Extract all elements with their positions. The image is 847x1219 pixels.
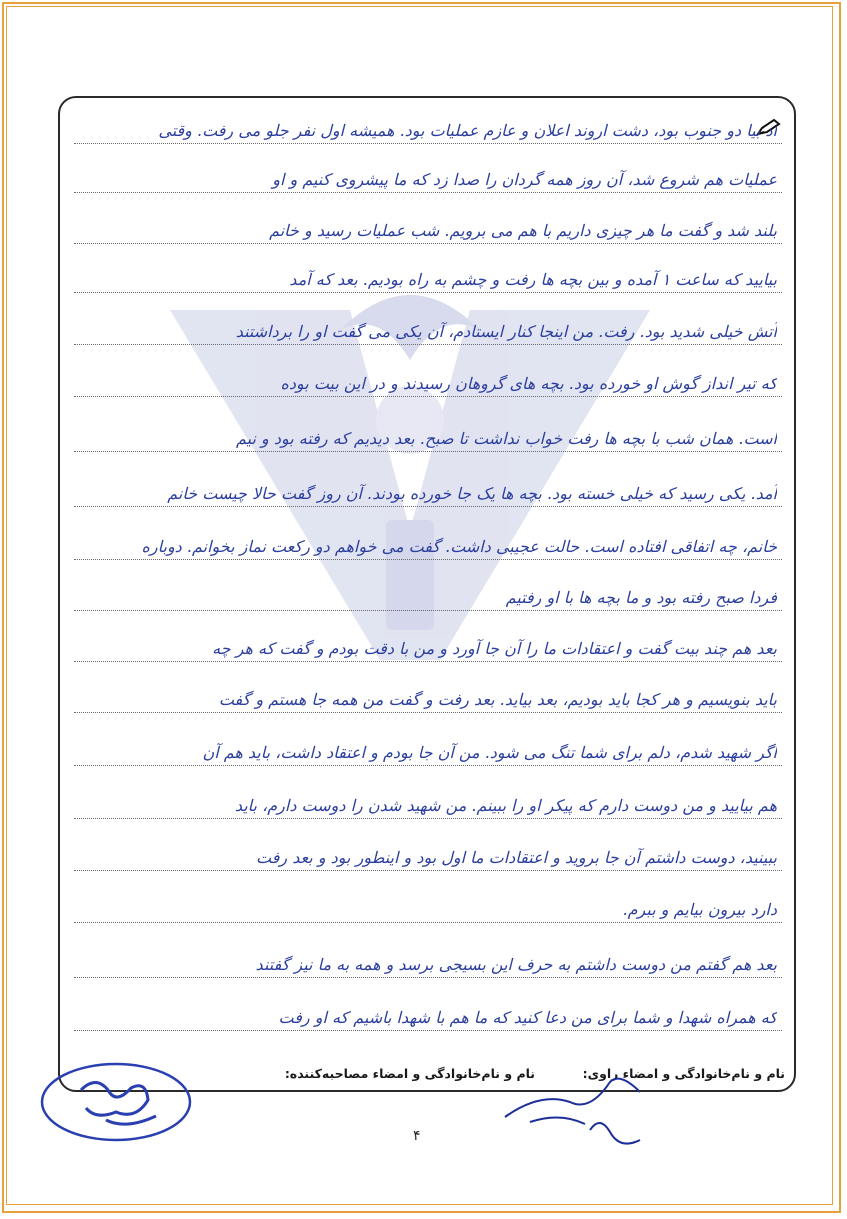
handwritten-line: خانم، چه اتفاقی افتاده است. حالت عجیبی داشت. گفت می خواهم دو رکعت نماز بخوانم. دوباره	[141, 537, 777, 556]
ruled-line	[74, 243, 782, 244]
handwritten-line: هم بیایید و من دوست دارم که پیکر او را ببینم. من شهید شدن را دوست دارم، باید	[234, 796, 777, 815]
ruled-line	[74, 192, 782, 193]
handwritten-line: بعد هم گفتم من دوست داشتم به حرف این بسیجی برسد و همه به ما نیز گفتند	[255, 955, 777, 974]
ruled-line	[74, 559, 782, 560]
handwritten-line: آتش خیلی شدید بود. رفت. من اینجا کنار ایستادم، آن یکی می گفت او را برداشتند	[235, 322, 777, 341]
ruled-line	[74, 451, 782, 452]
handwritten-line: بلند شد و گفت ما هر چیزی داریم با هم می برویم. شب عملیات رسید و خانم	[269, 221, 777, 240]
handwritten-line: اگر شهید شدم، دلم برای شما تنگ می شود. من آن جا بودم و اعتقاد داشت، باید هم آن	[202, 743, 777, 762]
narrator-signature-label: نام و نام‌خانوادگی و امضاء راوی:	[582, 1066, 785, 1081]
handwritten-line: است. همان شب با بچه ها رفت خواب نداشت تا صبح. بعد دیدیم که رفته بود و نیم	[236, 429, 777, 448]
ruled-line	[74, 292, 782, 293]
ruled-line	[74, 661, 782, 662]
ruled-line	[74, 344, 782, 345]
ruled-line	[74, 818, 782, 819]
handwritten-line: که همراه شهدا و شما برای من دعا کنید که ما هم با شهدا باشیم که او رفت	[278, 1008, 777, 1027]
ruled-line	[74, 1030, 782, 1031]
ruled-line	[74, 712, 782, 713]
handwritten-line: باید بنویسیم و هر کجا باید بودیم، بعد بیاید. بعد رفت و گفت من همه جا هستم و گفت	[218, 690, 777, 709]
handwritten-line: که تیر انداز گوش او خورده بود. بچه های گروهان رسیدند و در این بیت بوده	[280, 374, 777, 393]
handwritten-line: آمد. یکی رسید که خیلی خسته بود. بچه ها یک جا خورده بودند. آن روز گفت حالا چیست خانم	[167, 484, 777, 503]
handwritten-line: اد بیا دو جنوب بود، دشت اروند اعلان و عازم عملیات بود. همیشه اول نفر جلو می رفت. وقتی	[158, 121, 777, 140]
handwritten-line: عملیات هم شروع شد، آن روز همه گردان را صدا زد که ما پیشروی کنیم و او	[272, 170, 777, 189]
page-number: ۴	[413, 1128, 421, 1144]
narrator-signature-stamp	[36, 1050, 196, 1150]
ruled-line	[74, 977, 782, 978]
handwritten-line: دارد بیرون بیایم و ببرم.	[622, 900, 777, 919]
ruled-line	[74, 870, 782, 871]
interviewer-signature-label: نام و نام‌خانوادگی و امضاء مصاحبه‌کننده:	[284, 1066, 535, 1081]
interviewer-signature-tail	[580, 1110, 660, 1160]
ruled-line	[74, 922, 782, 923]
ruled-line	[74, 765, 782, 766]
ruled-line	[74, 396, 782, 397]
handwritten-line: فردا صبح رفته بود و ما بچه ها با او رفتیم	[505, 588, 777, 607]
ruled-line	[74, 506, 782, 507]
ruled-line	[74, 610, 782, 611]
handwritten-line: بعد هم چند بیت گفت و اعتقادات ما را آن جا آورد و من با دقت بودم و گفت که هر چه	[212, 639, 777, 658]
ruled-line	[74, 143, 782, 144]
handwritten-line: ببینید، دوست داشتم آن جا بروید و اعتقادات ما اول بود و اینطور بود و بعد رفت	[256, 848, 777, 867]
handwritten-line: بیایید که ساعت ۱ آمده و بین بچه ها رفت و چشم به راه بودیم. بعد که آمد	[289, 270, 777, 289]
